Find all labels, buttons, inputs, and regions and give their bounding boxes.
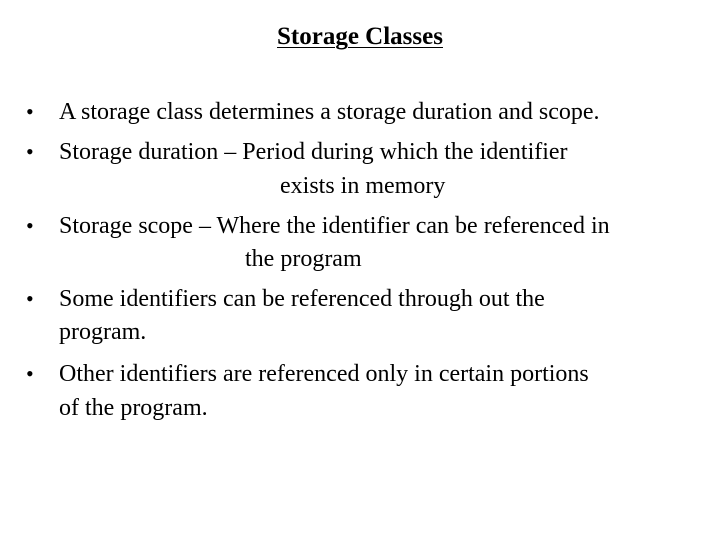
bullet-4-line-2: program. <box>59 319 147 345</box>
bullet-marker: • <box>26 361 34 386</box>
bullet-2-line-2: exists in memory <box>280 173 446 199</box>
slide-title-text: Storage Classes <box>277 23 443 50</box>
bullet-3-line-2: the program <box>245 246 362 272</box>
bullet-5-line-2: of the program. <box>59 395 208 421</box>
bullet-5-line-1: Other identifiers are referenced only in certain portions <box>59 361 589 387</box>
slide-title <box>0 20 720 54</box>
bullet-2-line-1: Storage duration – Period during which the identifier <box>59 139 568 165</box>
bullet-marker: • <box>26 139 34 164</box>
bullet-4-line-1: Some identifiers can be referenced through out the <box>59 286 545 312</box>
bullet-3-line-1: Storage scope – Where the identifier can be referenced in <box>59 213 610 239</box>
bullet-marker: • <box>26 213 34 238</box>
bullet-marker: • <box>26 99 34 124</box>
bullet-marker: • <box>26 286 34 311</box>
bullet-1-line-1: A storage class determines a storage duration and scope. <box>59 99 600 125</box>
